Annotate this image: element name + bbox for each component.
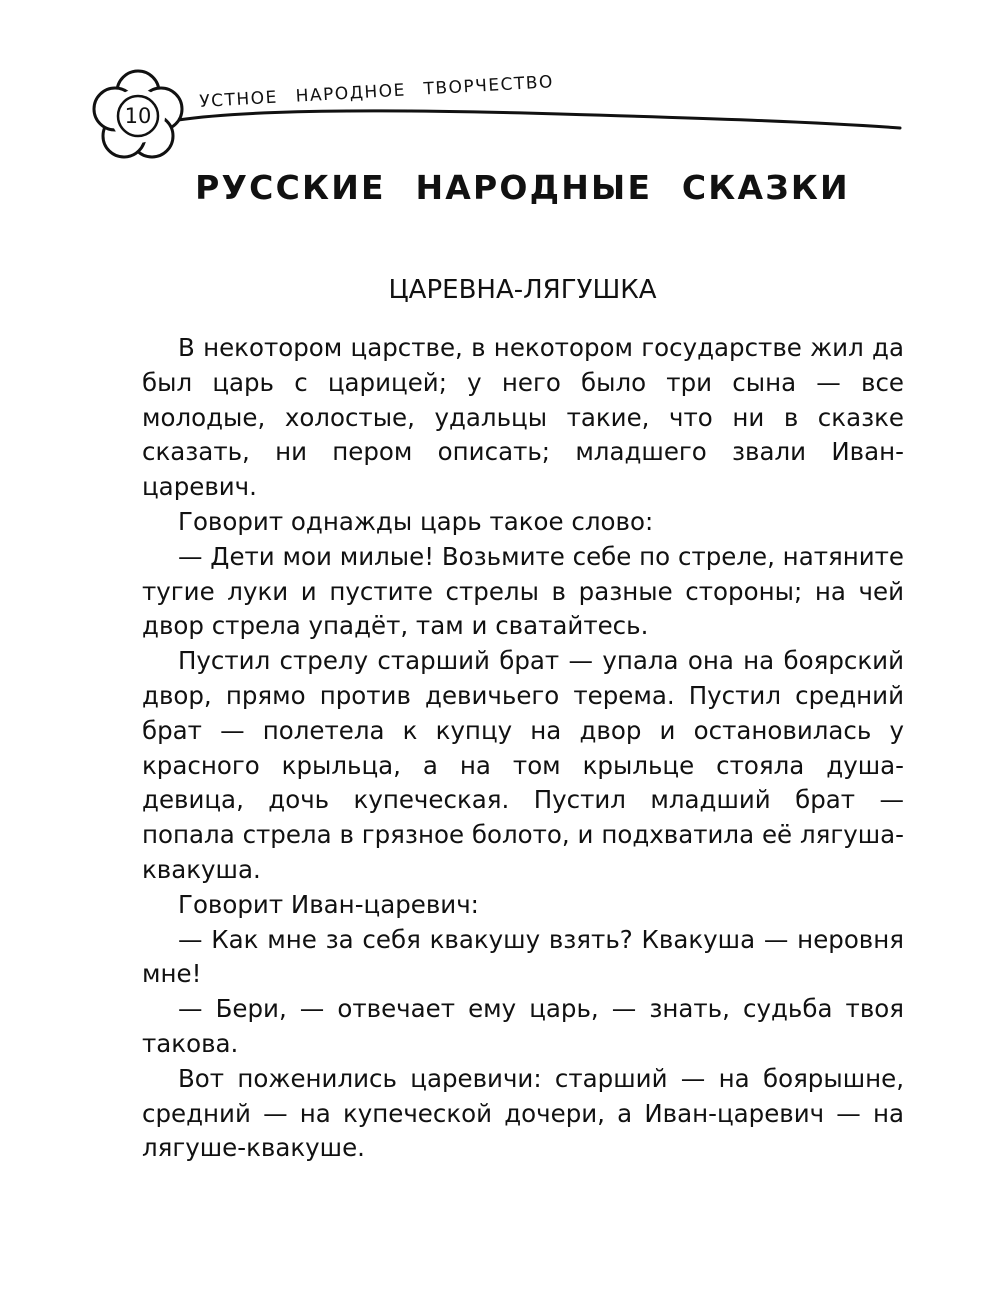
section-title: УСТНОЕ НАРОДНОЕ ТВОРЧЕСТВО <box>198 72 555 112</box>
page-title: РУССКИЕ НАРОДНЫЕ СКАЗКИ <box>195 168 850 207</box>
paragraph: — Дети мои милые! Возьмите себе по стреле, натяните тугие луки и пустите стрелы в разные стороны; на чей двор стрела упадёт, там и сватайтесь. <box>142 541 904 641</box>
paragraph: Говорит Иван-царевич: <box>178 889 479 919</box>
header-underline-swoosh <box>178 111 900 128</box>
paragraph: — Бери, — отвечает ему царь, — знать, судьба твоя такова. <box>142 994 904 1058</box>
paragraph: В некотором царстве, в некотором государстве жил да был царь с царицей; у него было три сына — все молодые, холостые, удальцы такие, что ни в сказке сказать, ни пером описать; младшего звали Иван-царевич. <box>142 333 904 502</box>
paragraph: — Как мне за себя квакушу взять? Квакуша — неровня мне! <box>142 924 904 989</box>
story-body <box>142 331 904 1166</box>
paragraph: Говорит однажды царь такое слово: <box>178 506 654 536</box>
paragraph: Вот поженились царевичи: старший — на боярышне, средний — на купеческой дочери, а Иван-царевич — на лягуше-квакуше. <box>142 1063 904 1163</box>
story-title: ЦАРЕВНА-ЛЯГУШКА <box>388 275 657 305</box>
paragraph: Пустил стрелу старший брат — упала она на боярский двор, прямо против девичьего терема. Пустил средний брат — полетела к купцу на двор и остановилась у красного крыльца, а на том крыльце стояла душа-девица, дочь купеческая. Пустил младший брат — попала стрела в грязное болото, и подхватила её лягуша-квакуша. <box>142 646 904 884</box>
page-number: 10 <box>124 104 152 128</box>
